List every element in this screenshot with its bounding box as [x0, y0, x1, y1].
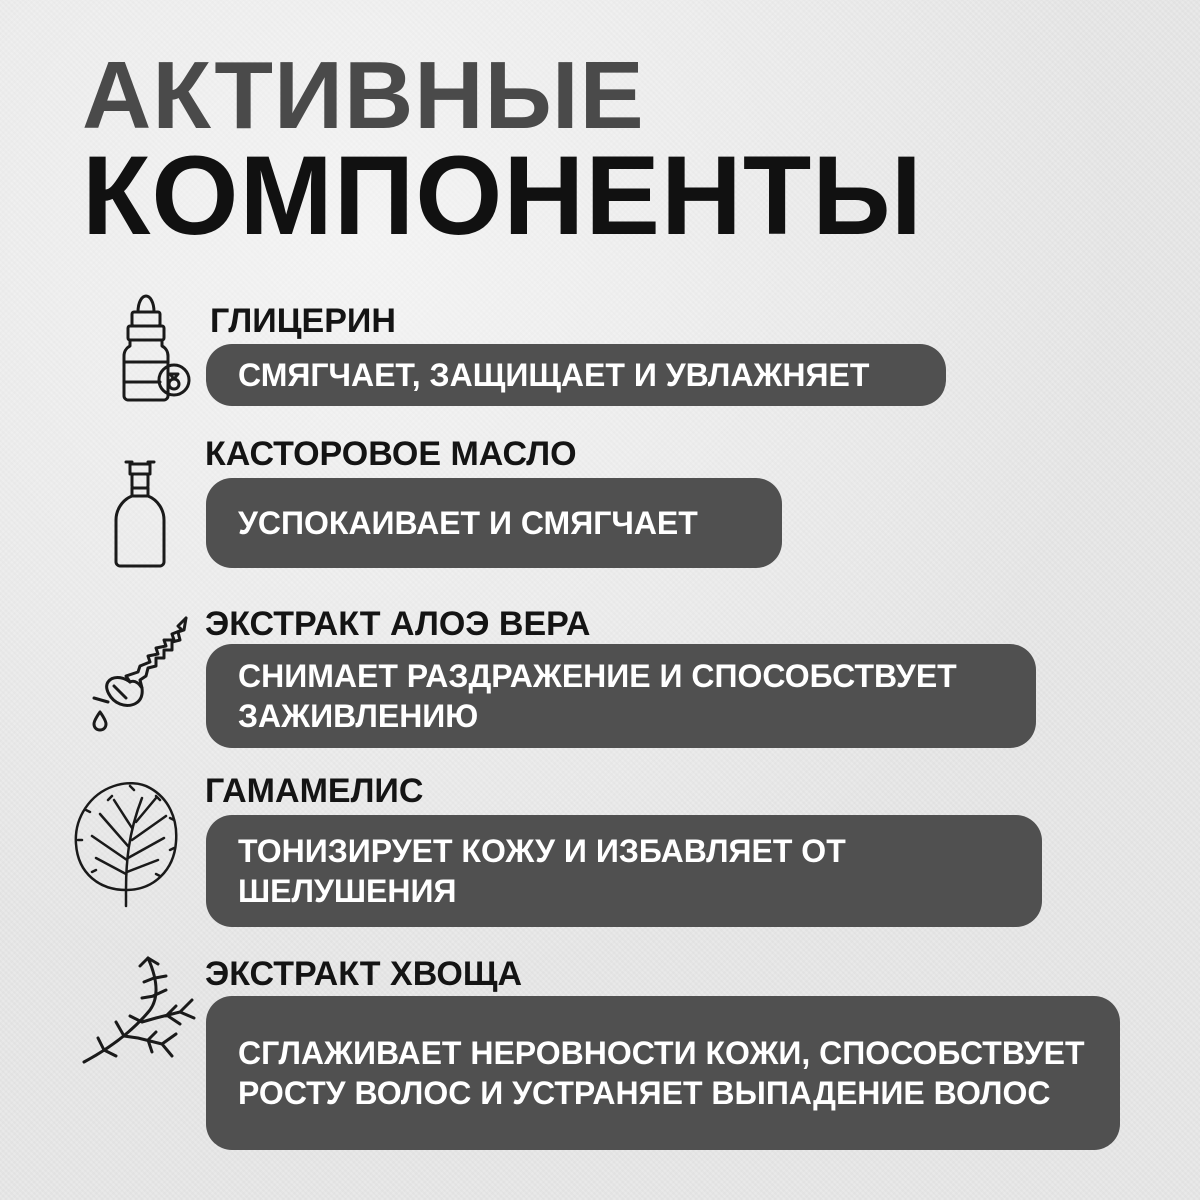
item-name-horsetail: ЭКСТРАКТ ХВОЩА — [205, 955, 523, 993]
title-line-1: АКТИВНЫЕ — [82, 42, 645, 149]
description-pill-hamamelis — [206, 815, 1042, 927]
description-pill-glycerin — [206, 344, 946, 406]
aloe-leaf-icon — [86, 612, 196, 732]
description-text-horsetail: СГЛАЖИВАЕТ НЕРОВНОСТИ КОЖИ, СПОСОБСТВУЕТ РОСТУ ВОЛОС И УСТРАНЯЕТ ВЫПАДЕНИЕ ВОЛОС — [238, 1035, 1085, 1111]
description-text-aloe-vera: СНИМАЕТ РАЗДРАЖЕНИЕ И СПОСОБСТВУЕТ ЗАЖИВЛЕНИЮ — [238, 658, 957, 734]
leaf-icon — [70, 778, 182, 908]
item-name-castor-oil: КАСТОРОВОЕ МАСЛО — [205, 435, 577, 473]
title-line-2: КОМПОНЕНТЫ — [82, 133, 923, 258]
description-pill-horsetail — [206, 996, 1120, 1150]
item-name-hamamelis: ГАМАМЕЛИС — [205, 772, 424, 810]
item-name-aloe-vera: ЭКСТРАКТ АЛОЭ ВЕРА — [205, 605, 591, 643]
item-name-glycerin: ГЛИЦЕРИН — [210, 302, 396, 340]
description-pill-castor-oil — [206, 478, 782, 568]
description-text-castor-oil: УСПОКАИВАЕТ И СМЯГЧАЕТ — [238, 505, 698, 541]
horsetail-icon — [80, 952, 196, 1068]
description-pill-aloe-vera — [206, 644, 1036, 748]
description-text-hamamelis: ТОНИЗИРУЕТ КОЖУ И ИЗБАВЛЯЕТ ОТ ШЕЛУШЕНИЯ — [238, 833, 846, 909]
description-text-glycerin: СМЯГЧАЕТ, ЗАЩИЩАЕТ И УВЛАЖНЯЕТ — [238, 357, 870, 393]
dropper-bottle-icon — [108, 290, 192, 405]
oil-bottle-icon — [110, 458, 170, 570]
